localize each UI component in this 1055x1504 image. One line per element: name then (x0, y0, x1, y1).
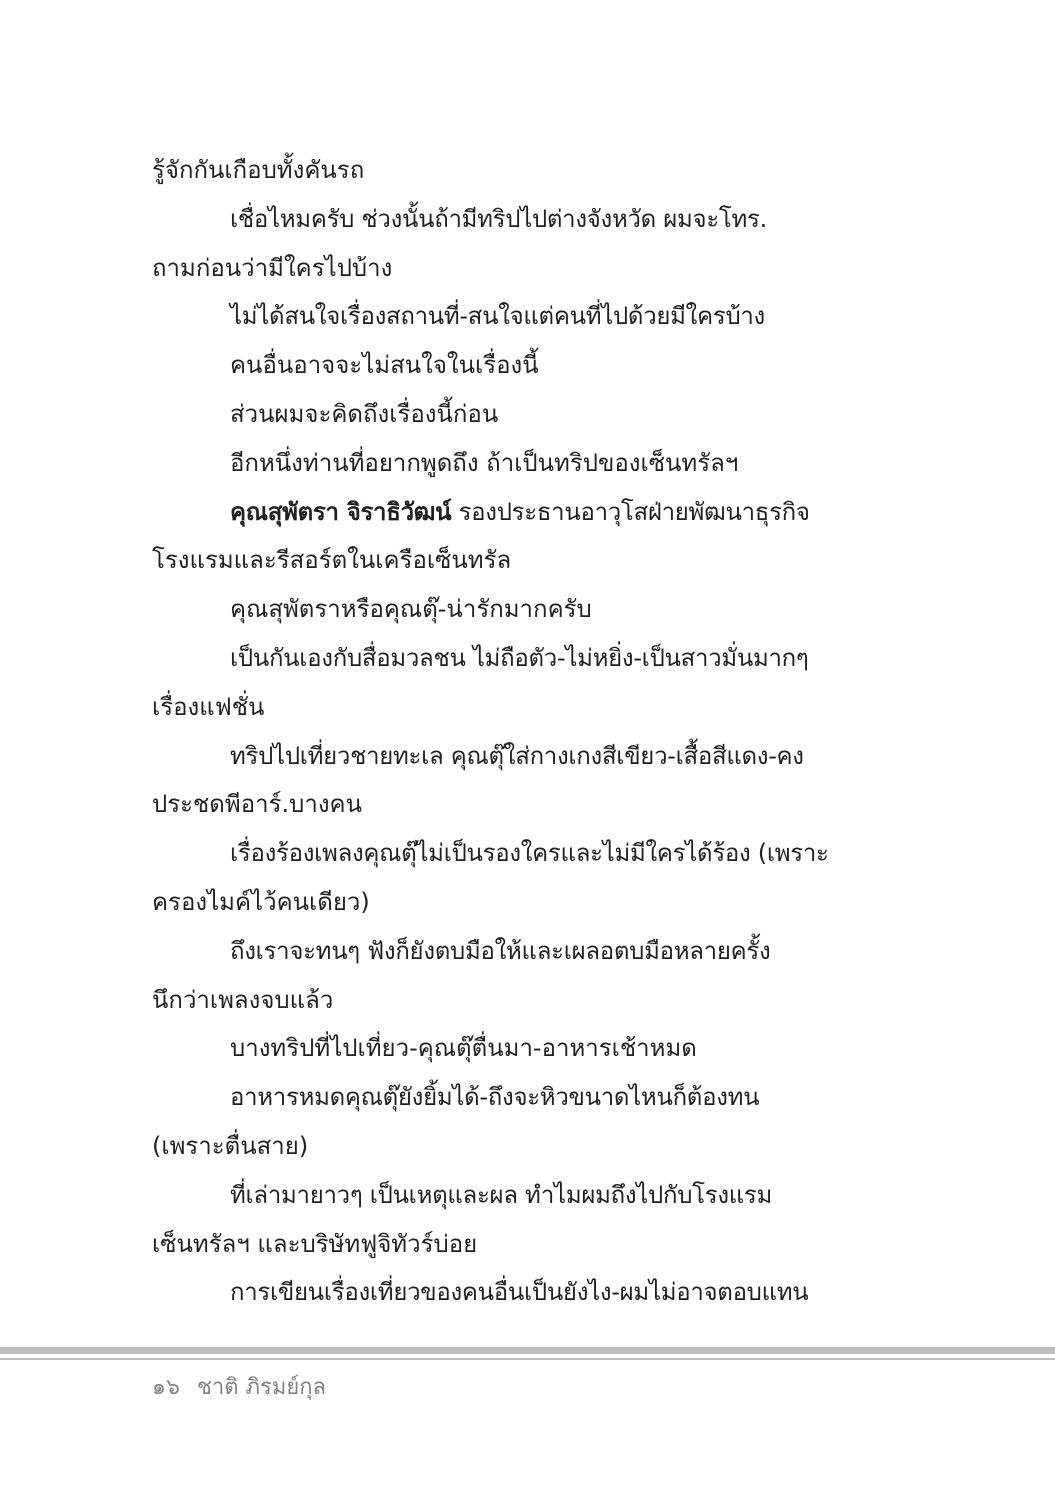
text-line: ครองไมค์ไว้คนเดียว) (152, 887, 370, 916)
footer-rule (0, 1347, 1055, 1354)
body-text (152, 146, 864, 1317)
text-line: คนอื่นอาจจะไม่สนใจในเรื่องนี้ (230, 351, 539, 380)
text-line: ถึงเราจะทนๆ ฟังก็ยังตบมือให้และเผลอตบมือหลายครั้ง (230, 936, 771, 965)
text-line: ทริปไปเที่ยวชายทะเล คุณตุ๊ใส่กางเกงสีเขียว-เสื้อสีแดง-คง (230, 741, 804, 770)
text-line-with-name (152, 488, 864, 537)
text-line: รู้จักกันเกือบทั้งคันรถ (152, 156, 365, 184)
author-name: ชาติ ภิรมย์กุล (196, 1375, 327, 1400)
text-line: ที่เล่ามายาวๆ เป็นเหตุและผล ทำไมผมถึงไปกับโรงแรม (230, 1180, 773, 1209)
person-title: รองประธานอาวุโสฝ่ายพัฒนาธุรกิจ (451, 497, 810, 526)
person-name: คุณสุพัตรา จิราธิวัฒน์ (230, 497, 452, 526)
page-number: ๑๖ (152, 1375, 180, 1400)
text-line: บางทริปที่ไปเที่ยว-คุณตุ๊ตื่นมา-อาหารเช้าหมด (230, 1034, 697, 1063)
text-line: ถามก่อนว่ามีใครไปบ้าง (152, 253, 393, 282)
text-line: คุณสุพัตราหรือคุณตุ๊-น่ารักมากครับ (230, 595, 592, 624)
text-line: การเขียนเรื่องเที่ยวของคนอื่นเป็นยังไง-ผมไม่อาจตอบแทน (230, 1278, 809, 1307)
text-line: ส่วนผมจะคิดถึงเรื่องนี้ก่อน (230, 399, 499, 428)
text-line: เซ็นทรัลฯ และบริษัทฟูจิทัวร์บ่อย (152, 1229, 478, 1258)
page-footer (152, 1368, 326, 1408)
text-line: (เพราะตื่นสาย) (152, 1131, 309, 1160)
text-line: เรื่องแฟชั่น (152, 692, 265, 721)
text-line: ประชดพีอาร์.บางคน (152, 790, 363, 819)
text-line: อีกหนึ่งท่านที่อยากพูดถึง ถ้าเป็นทริปของเซ็นทรัลฯ (230, 448, 739, 477)
text-line: เรื่องร้องเพลงคุณตุ๊ไม่เป็นรองใครและไม่มีใครได้ร้อง (เพราะ (230, 839, 829, 868)
text-line: ไม่ได้สนใจเรื่องสถานที่-สนใจแต่คนที่ไปด้วยมีใครบ้าง (230, 302, 765, 331)
text-line: เชื่อไหมครับ ช่วงนั้นถ้ามีทริปไปต่างจังหวัด ผมจะโทร. (230, 204, 767, 233)
text-line: เป็นกันเองกับสื่อมวลชน ไม่ถือตัว-ไม่หยิ่ง-เป็นสาวมั่นมากๆ (230, 643, 809, 672)
text-line: โรงแรมและรีสอร์ตในเครือเซ็นทรัล (152, 546, 512, 575)
footer-rule-thin (0, 1358, 1055, 1360)
text-line: นึกว่าเพลงจบแล้ว (152, 985, 334, 1014)
text-line: อาหารหมดคุณตุ๊ยังยิ้มได้-ถึงจะหิวขนาดไหนก็ต้องทน (230, 1083, 760, 1112)
